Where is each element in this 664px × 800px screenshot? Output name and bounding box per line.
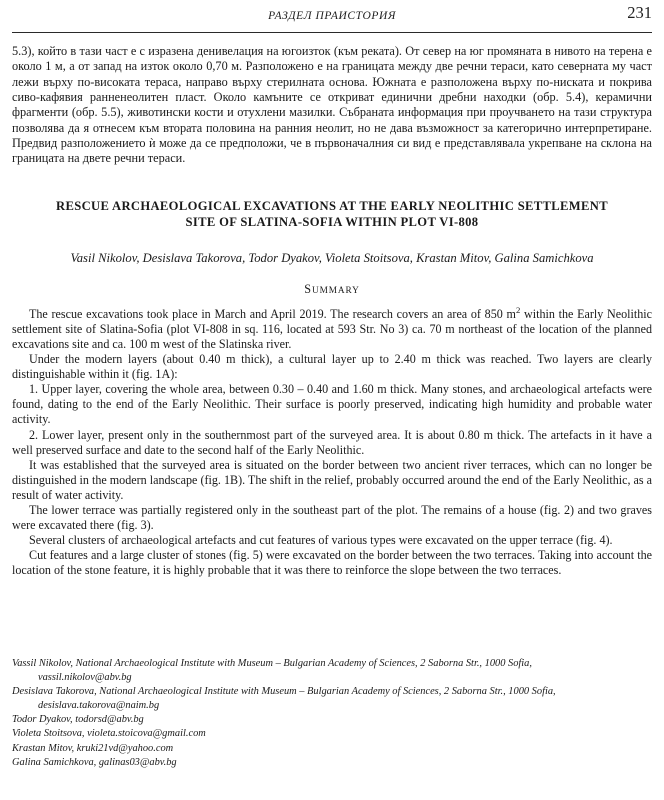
author-affiliations (12, 657, 652, 770)
affiliation-line: Violeta Stoitsova, violeta.stoicova@gmail.com (12, 728, 206, 740)
summary-body (12, 304, 653, 579)
bulgarian-body-text (12, 44, 652, 167)
page-number: 231 (627, 3, 652, 22)
affiliation-line: Vassil Nikolov, National Archaeological Institute with Museum – Bulgarian Academy of Sciences, 2 Saborna Str., 1000 Sofia, (12, 658, 532, 669)
running-head-title: РАЗДЕЛ ПРАИСТОРИЯ (268, 10, 396, 22)
summary-paragraph-5: It was established that the surveyed area is situated on the border between two ancient river terraces, which can no longer be distinguished in the modern landscape (fig. 1B). The shift in the relief, probably occurred around the end of the Early Neolithic, as a result of water activity. (12, 457, 652, 502)
bulgarian-paragraph: 5.3), който в тази част е с изразена денивелация на югоизток (към реката). От север на юг промяната в нивото на терена е около 1 м, а от запад на изток около 0,70 м. Разположено е на границата между две речни тераси, като северната му част лежи върху по-високата тераса, направо върху стерилната основа. Южната е разположена върху по-ниската и покрива сиво-кафявия ранненеолитен пласт. Около камъните се откриват единични дребни находки (обр. 5.4), керамични фрагменти (обр. 5.5), животински кости и отухлени мазилки. Събраната информация при проучването на тази структура позволява да я отнесем към втората половина на ранния неолит, но не дава възможност за категорично интерпретиране. Предвид разположението ѝ може да се предположи, че в първоначалния си вид е представлявала укрепване на склона на границата на двете речни тераси. (12, 44, 652, 166)
summary-p1-before-sup: The rescue excavations took place in March and April 2019. The research covers an area of 850 m (29, 306, 516, 321)
summary-heading-initial: S (304, 281, 312, 296)
article-title-line-1: RESCUE ARCHAEOLOGICAL EXCAVATIONS AT THE EARLY NEOLITHIC SETTLEMENT (56, 198, 608, 213)
summary-paragraph-7: Several clusters of archaeological artefacts and cut features of various types were excavated on the upper terrace (fig. 4). (29, 533, 613, 548)
affiliation-email: vassil.nikolov@abv.bg (38, 672, 132, 684)
article-title (12, 198, 652, 231)
summary-paragraph-3: 1. Upper layer, covering the whole area, between 0.30 – 0.40 and 1.60 m thick. Many stones, and archaeological artefacts were found, dating to the end of the Early Neolithic. Their surface is poorly preserved, indicating high humidity and probable water activity. (12, 382, 652, 427)
affiliation-line: Galina Samichkova, galinas03@abv.bg (12, 756, 177, 768)
square-metre-superscript: 2 (515, 304, 521, 315)
affiliation-email: desislava.takorova@naim.bg (38, 700, 160, 712)
summary-paragraph-2: Under the modern layers (about 0.40 m thick), a cultural layer up to 2.40 m thick was reached. Two layers are clearly distinguishable within it (fig. 1A): (12, 352, 652, 382)
header-divider (12, 32, 652, 33)
affiliation-line: Krastan Mitov, kruki21vd@yahoo.com (12, 742, 174, 754)
author-list: Vasil Nikolov, Desislava Takorova, Todor Dyakov, Violeta Stoitsova, Krastan Mitov, Galina Samichkova (70, 250, 594, 265)
affiliation-line: Desislava Takorova, National Archaeological Institute with Museum – Bulgarian Academy of Sciences, 2 Saborna Str., 1000 Sofia, (12, 686, 556, 698)
summary-paragraph-1 (12, 304, 653, 352)
article-title-line-2: SITE OF SLATINA-SOFIA WITHIN PLOT VI-808 (185, 215, 479, 230)
summary-paragraph-6: The lower terrace was partially registered only in the southeast part of the plot. The remains of a house (fig. 2) and two graves were excavated there (fig. 3). (12, 502, 652, 533)
summary-heading-rest: UMMARY (311, 285, 360, 296)
summary-paragraph-8: Cut features and a large cluster of stones (fig. 5) were excavated on the border between the two terraces. Taking into account the location of the stone feature, it is highly probable that it was there to reinforce the slope between the two terraces. (12, 548, 652, 578)
affiliation-line: Todor Dyakov, todorsd@abv.bg (12, 714, 144, 726)
page-header (12, 0, 652, 30)
summary-p1-after-sup: within the Early Neolithic settlement site of Slatina-Sofia (plot VI-808 in sq. 116, located at 593 Str. No 3) ca. 70 m northeast of the location of the planned excavations site and ca. 100 m west of the Slatinska river. (12, 306, 653, 351)
summary-paragraph-4: 2. Lower layer, present only in the southernmost part of the surveyed area. It is about 0.80 m thick. The artefacts in it have a well preserved surface and date to the second half of the Early Neolithic. (12, 427, 652, 457)
summary-heading (12, 283, 652, 297)
